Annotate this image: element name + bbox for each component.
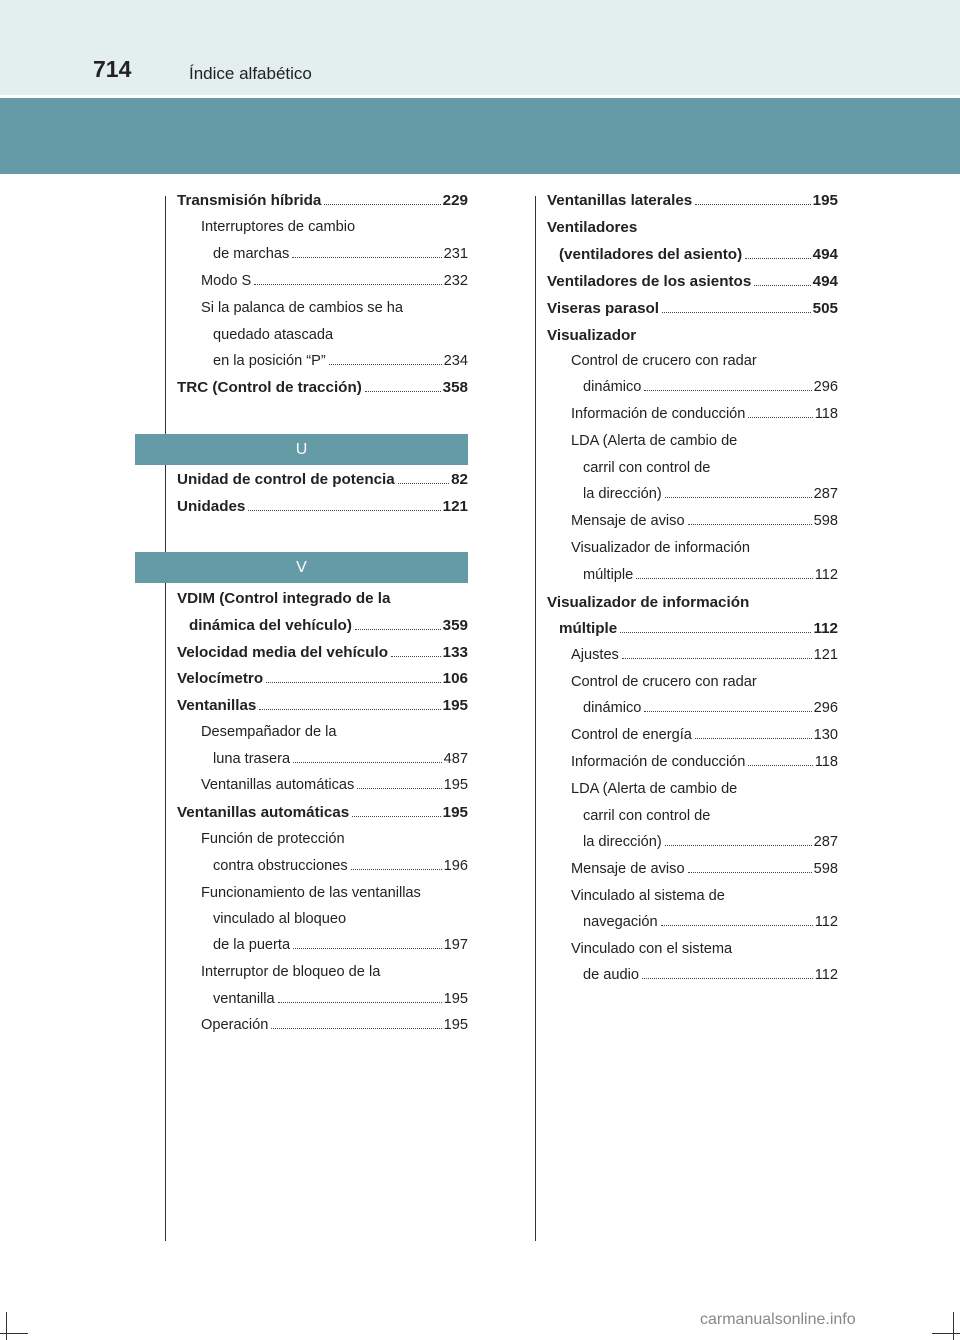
index-subentry[interactable]: Operación 195 — [201, 1017, 468, 1033]
index-subentry[interactable]: contra obstrucciones 196 — [213, 858, 468, 874]
index-entry[interactable]: (ventiladores del asiento) 494 — [559, 246, 838, 263]
index-entry[interactable]: Velocímetro 106 — [177, 670, 468, 687]
index-subentry[interactable]: Modo S 232 — [201, 273, 468, 289]
index-subentry[interactable]: de la puerta 197 — [213, 937, 468, 953]
index-subentry: Vinculado al sistema de — [571, 888, 725, 904]
watermark: carmanualsonline.info — [700, 1311, 856, 1328]
index-subentry: LDA (Alerta de cambio de — [571, 433, 738, 449]
index-subentry[interactable]: la dirección) 287 — [583, 486, 838, 502]
crop-mark — [932, 1333, 960, 1334]
index-subentry: Control de crucero con radar — [571, 353, 757, 369]
index-entry[interactable]: TRC (Control de tracción) 358 — [177, 379, 468, 396]
index-subentry[interactable]: de marchas 231 — [213, 246, 468, 262]
index-entry: Visualizador de información — [547, 594, 750, 611]
index-subentry: Si la palanca de cambios se ha — [201, 300, 404, 316]
index-entry[interactable]: Unidad de control de potencia 82 — [177, 471, 468, 488]
index-subentry[interactable]: Mensaje de aviso 598 — [571, 861, 838, 877]
index-subentry: LDA (Alerta de cambio de — [571, 781, 738, 797]
index-entry[interactable]: múltiple 112 — [559, 620, 838, 637]
index-subentry: Función de protección — [201, 831, 345, 847]
index-entry[interactable]: Ventanillas automáticas 195 — [177, 804, 468, 821]
index-subentry: Control de crucero con radar — [571, 674, 757, 690]
index-subentry[interactable]: dinámico 296 — [583, 379, 838, 395]
index-entry: Visualizador — [547, 327, 637, 344]
index-subentry: Interruptores de cambio — [201, 219, 356, 235]
index-subentry[interactable]: múltiple 112 — [583, 567, 838, 583]
crop-mark — [953, 1312, 954, 1340]
index-subentry[interactable]: Ajustes 121 — [571, 647, 838, 663]
index-subentry[interactable]: Información de conducción 118 — [571, 406, 838, 422]
column-rule-middle — [535, 196, 536, 1241]
index-subentry[interactable]: ventanilla 195 — [213, 991, 468, 1007]
index-subentry: quedado atascada — [213, 327, 334, 343]
index-subentry: Interruptor de bloqueo de la — [201, 964, 381, 980]
letter-heading-u: U — [135, 434, 468, 465]
index-entry: VDIM (Control integrado de la — [177, 590, 391, 607]
index-subentry[interactable]: dinámico 296 — [583, 700, 838, 716]
header-band — [0, 0, 960, 95]
index-subentry[interactable]: la dirección) 287 — [583, 834, 838, 850]
index-subentry: Desempañador de la — [201, 724, 337, 740]
index-subentry[interactable]: Ventanillas automáticas 195 — [201, 777, 468, 793]
crop-mark — [6, 1312, 7, 1340]
page-title: Índice alfabético — [189, 64, 312, 83]
crop-mark — [0, 1333, 28, 1334]
index-subentry[interactable]: Control de energía 130 — [571, 727, 838, 743]
index-subentry: Vinculado con el sistema — [571, 941, 733, 957]
index-subentry[interactable]: luna trasera 487 — [213, 751, 468, 767]
index-entry[interactable]: Transmisión híbrida 229 — [177, 192, 468, 209]
index-subentry[interactable]: en la posición “P” 234 — [213, 353, 468, 369]
column-rule-left — [165, 196, 166, 1241]
index-entry[interactable]: Velocidad media del vehículo 133 — [177, 644, 468, 661]
index-entry[interactable]: Unidades 121 — [177, 498, 468, 515]
index-subentry[interactable]: de audio 112 — [583, 967, 838, 983]
index-subentry: vinculado al bloqueo — [213, 911, 347, 927]
index-entry[interactable]: Ventanillas 195 — [177, 697, 468, 714]
index-subentry: carril con control de — [583, 460, 711, 476]
index-entry: Ventiladores — [547, 219, 638, 236]
section-banner — [0, 98, 960, 174]
index-entry[interactable]: Ventanillas laterales 195 — [547, 192, 838, 209]
index-subentry[interactable]: navegación 112 — [583, 914, 838, 930]
index-entry[interactable]: Ventiladores de los asientos 494 — [547, 273, 838, 290]
index-subentry[interactable]: Información de conducción 118 — [571, 754, 838, 770]
index-entry[interactable]: dinámica del vehículo) 359 — [189, 617, 468, 634]
index-subentry[interactable]: Mensaje de aviso 598 — [571, 513, 838, 529]
letter-heading-v: V — [135, 552, 468, 583]
index-entry[interactable]: Viseras parasol 505 — [547, 300, 838, 317]
index-subentry: carril con control de — [583, 808, 711, 824]
index-subentry: Funcionamiento de las ventanillas — [201, 885, 421, 901]
page-number: 714 — [93, 56, 132, 82]
index-subentry: Visualizador de información — [571, 540, 751, 556]
